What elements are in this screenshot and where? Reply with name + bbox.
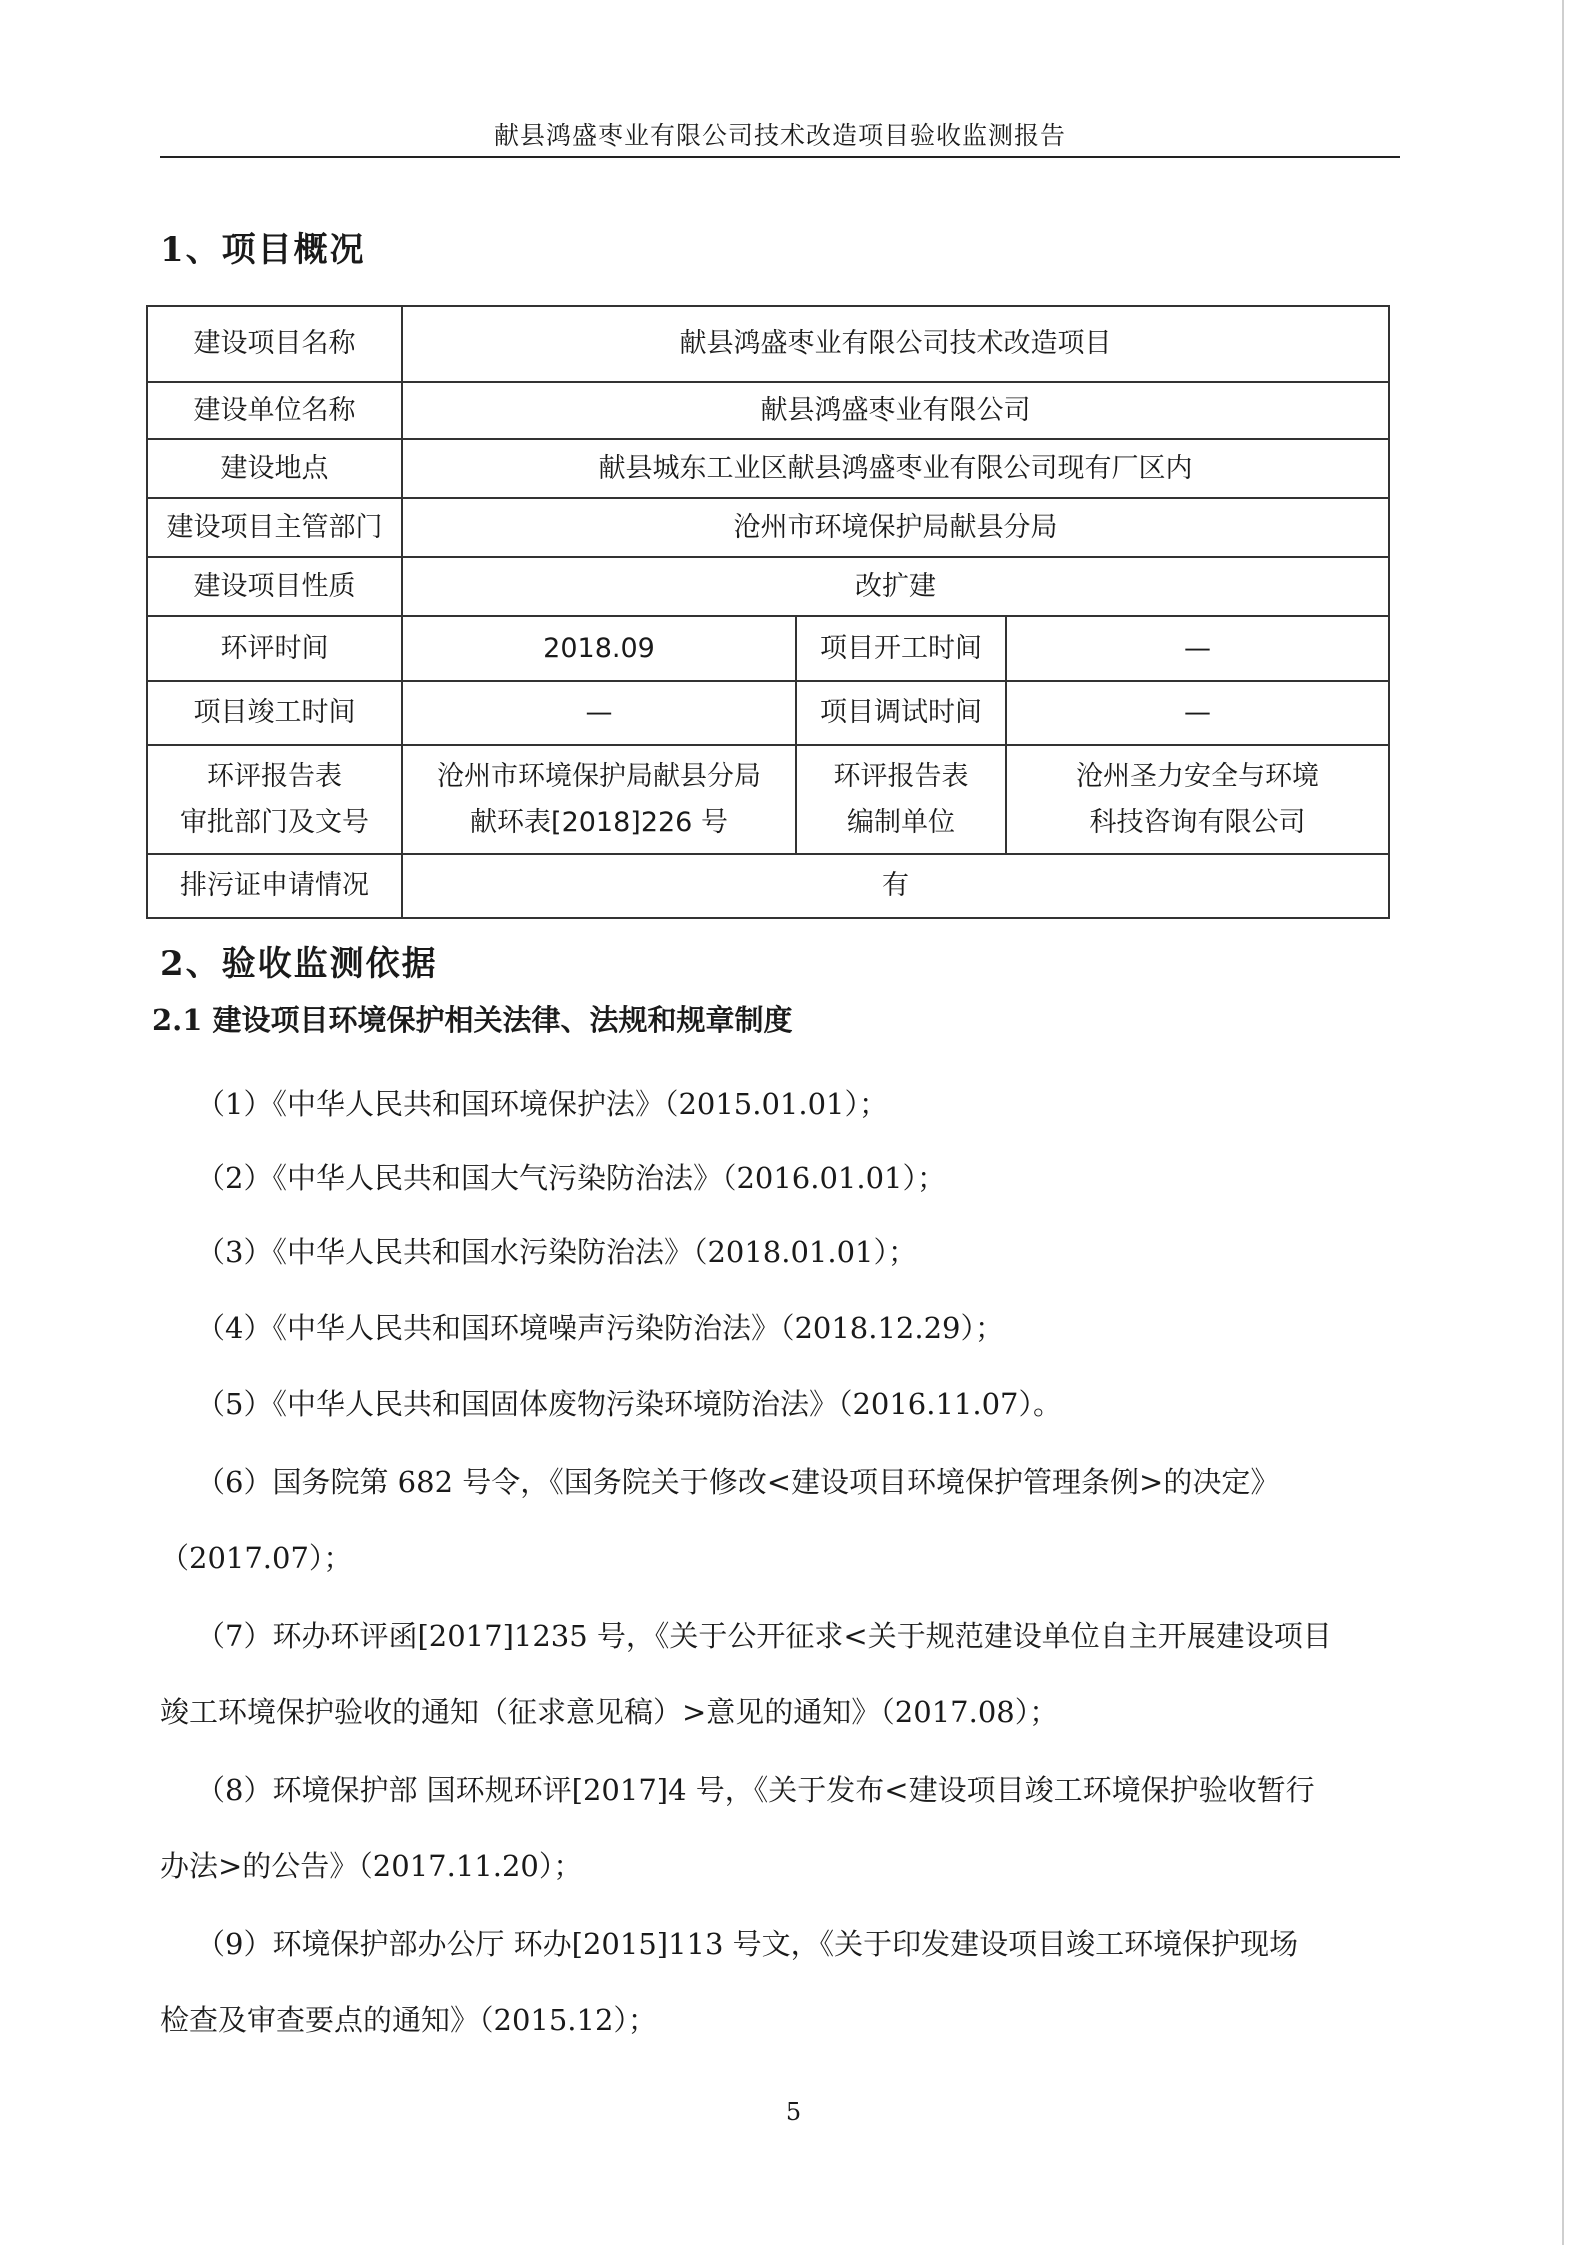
table-row [147, 306, 1389, 382]
list-item-7-line-2: 竣工环境保护验收的通知（征求意见稿）>意见的通知》（2017.08）； [160, 1695, 1059, 1729]
compiler-label-line-2: 编制单位 [847, 806, 955, 838]
unit-value: 献县鸿盛枣业有限公司 [402, 382, 1389, 439]
header-rule [160, 156, 1400, 158]
authority-value: 沧州市环境保护局献县分局 [402, 498, 1389, 557]
list-item-7-line-1: （7）环办环评函[2017]1235 号，《关于公开征求<关于规范建设单位自主开展建设项目 [196, 1619, 1332, 1653]
project-name-label: 建设项目名称 [147, 306, 402, 382]
table-row [147, 498, 1389, 557]
list-item-8-line-2: 办法>的公告》（2017.11.20）； [160, 1849, 583, 1883]
debug-time-label: 项目调试时间 [796, 681, 1006, 745]
approval-label-line-2: 审批部门及文号 [180, 806, 369, 838]
debug-time-value: — [1006, 681, 1389, 745]
complete-time-value: — [402, 681, 796, 745]
location-label: 建设地点 [147, 439, 402, 498]
nature-label: 建设项目性质 [147, 557, 402, 616]
table-row [147, 854, 1389, 918]
list-item: （5）《中华人民共和国固体废物污染环境防治法》（2016.11.07）。 [196, 1387, 1062, 1421]
project-overview-table [146, 305, 1390, 919]
compiler-label-line-1: 环评报告表 [833, 760, 969, 792]
compiler-value-line-1: 沧州圣力安全与环境 [1076, 760, 1319, 792]
project-name-value: 献县鸿盛枣业有限公司技术改造项目 [402, 306, 1389, 382]
unit-label: 建设单位名称 [147, 382, 402, 439]
table-row [147, 557, 1389, 616]
complete-time-label: 项目竣工时间 [147, 681, 402, 745]
compiler-value [1006, 745, 1389, 854]
permit-label: 排污证申请情况 [147, 854, 402, 918]
running-header: 献县鸿盛枣业有限公司技术改造项目验收监测报告 [493, 121, 1066, 150]
section-1-heading: 1、项目概况 [160, 230, 366, 270]
scan-edge [1562, 0, 1564, 2245]
approval-value [402, 745, 796, 854]
approval-value-line-1: 沧州市环境保护局献县分局 [437, 760, 761, 792]
permit-value: 有 [402, 854, 1389, 918]
start-time-label: 项目开工时间 [796, 616, 1006, 681]
compiler-value-line-2: 科技咨询有限公司 [1089, 806, 1306, 838]
start-time-value: — [1006, 616, 1389, 681]
eia-time-value: 2018.09 [402, 616, 796, 681]
nature-value: 改扩建 [402, 557, 1389, 616]
table-row [147, 745, 1389, 854]
eia-time-label: 环评时间 [147, 616, 402, 681]
list-item-9-line-2: 检查及审查要点的通知》（2015.12）； [160, 2003, 657, 2037]
page-number: 5 [785, 2098, 802, 2126]
section-2-heading: 2、验收监测依据 [160, 944, 438, 984]
compiler-label [796, 745, 1006, 854]
list-item: （3）《中华人民共和国水污染防治法》（2018.01.01）； [196, 1235, 917, 1269]
list-item: （1）《中华人民共和国环境保护法》（2015.01.01）； [196, 1087, 888, 1121]
authority-label: 建设项目主管部门 [147, 498, 402, 557]
section-2-1-heading: 2.1 建设项目环境保护相关法律、法规和规章制度 [152, 1003, 793, 1037]
table-row [147, 681, 1389, 745]
table-row [147, 382, 1389, 439]
list-item: （4）《中华人民共和国环境噪声污染防治法》（2018.12.29）； [196, 1311, 1004, 1345]
table-row [147, 616, 1389, 681]
location-value: 献县城东工业区献县鸿盛枣业有限公司现有厂区内 [402, 439, 1389, 498]
list-item-6-line-1: （6）国务院第 682 号令，《国务院关于修改<建设项目环境保护管理条例>的决定》 [196, 1465, 1280, 1499]
approval-value-line-2: 献环表[2018]226 号 [470, 806, 728, 838]
approval-label [147, 745, 402, 854]
list-item: （2）《中华人民共和国大气污染防治法》（2016.01.01）； [196, 1161, 946, 1195]
approval-label-line-1: 环评报告表 [207, 760, 342, 792]
list-item-6-line-2: （2017.07）； [160, 1541, 353, 1575]
list-item-8-line-1: （8）环境保护部 国环规环评[2017]4 号，《关于发布<建设项目竣工环境保护验收暂行 [196, 1773, 1315, 1807]
table-row [147, 439, 1389, 498]
list-item-9-line-1: （9）环境保护部办公厅 环办[2015]113 号文，《关于印发建设项目竣工环境保护现场 [196, 1927, 1299, 1961]
